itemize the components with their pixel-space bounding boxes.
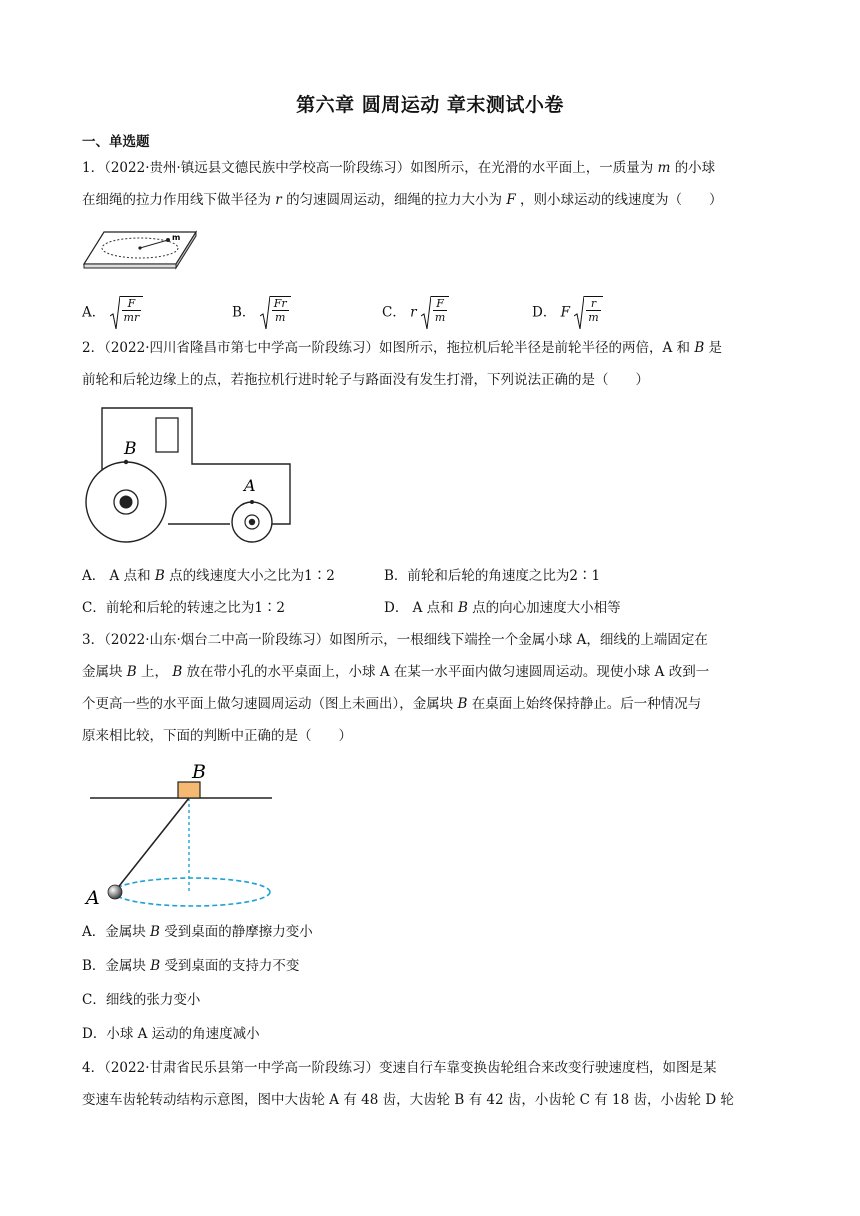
option-label: B． xyxy=(232,304,256,321)
option-text: A．金属块 xyxy=(82,924,146,940)
option-prefix: F xyxy=(560,304,570,321)
q3-var-B: B xyxy=(457,696,468,712)
q2-label-A: A xyxy=(244,476,256,495)
q1-text: 的匀速圆周运动，细绳的拉力大小为 xyxy=(286,192,503,208)
option-text: A． A 点和 xyxy=(82,568,151,584)
q1-var-F: F xyxy=(506,192,516,208)
sqrt-expression xyxy=(574,296,602,330)
q3-var-B: B xyxy=(172,664,183,680)
sqrt-icon xyxy=(260,296,270,330)
q3-text: 上， xyxy=(141,664,169,680)
q1-option-b[interactable] xyxy=(232,296,291,330)
option-text: B．金属块 xyxy=(82,958,146,974)
q3-figure xyxy=(84,756,280,910)
q3-option-d[interactable]: D．小球 A 运动的角速度减小 xyxy=(82,1026,260,1042)
q2-option-c[interactable]: C．前轮和后轮的转速之比为1∶2 xyxy=(82,600,286,616)
option-text: 受到桌面的支持力不变 xyxy=(164,958,300,974)
q1-option-a[interactable] xyxy=(82,296,143,330)
q2-option-b[interactable]: B．前轮和后轮的角速度之比为2∶1 xyxy=(384,568,601,584)
option-var: B xyxy=(154,568,165,584)
option-var: B xyxy=(457,600,468,616)
q1-text: ，则小球运动的线速度为（ ） xyxy=(520,192,723,208)
q4-line-1: 4．（2022·甘肃省民乐县第一中学高一阶段练习）变速自行车靠变换齿轮组合来改变行驶速度档，如图是某 xyxy=(82,1060,717,1076)
q1-text: 1．（2022·贵州·镇远县文德民族中学校高一阶段练习）如图所示，在光滑的水平面上，一质量为 xyxy=(82,160,654,176)
sqrt-icon xyxy=(574,296,584,330)
q4-line-2: 变速车齿轮转动结构示意图，图中大齿轮 A 有 48 齿，大齿轮 B 有 42 齿，小齿轮 C 有 18 齿，小齿轮 D 轮 xyxy=(82,1092,734,1108)
q1-line-1 xyxy=(82,158,782,178)
option-var: B xyxy=(150,924,160,940)
numerator: F xyxy=(122,297,142,311)
q1-figure xyxy=(82,228,200,272)
section-heading: 一、单选题 xyxy=(82,134,150,150)
numerator: F xyxy=(433,297,447,311)
numerator: Fr xyxy=(273,297,287,310)
sqrt-expression xyxy=(260,296,291,330)
q2-line-2: 前轮和后轮边缘上的点，若拖拉机行进时轮子与路面没有发生打滑，下列说法正确的是（ ） xyxy=(82,372,649,388)
option-text: 点的线速度大小之比为1∶2 xyxy=(169,568,335,584)
option-text: 点的向心加速度大小相等 xyxy=(472,600,621,616)
q3-line-4: 原来相比较，下面的判断中正确的是（ ） xyxy=(82,728,352,744)
q2-option-a[interactable] xyxy=(82,566,335,586)
q3-label-B: B xyxy=(192,761,206,783)
option-var: B xyxy=(150,958,161,974)
denominator: m xyxy=(434,311,446,324)
denominator: m xyxy=(588,311,599,324)
q1-text: 的小球 xyxy=(674,160,716,176)
q3-text: 在桌面上始终保持静止。后一种情况与 xyxy=(471,696,702,712)
sqrt-expression xyxy=(110,296,144,330)
q1-option-c[interactable] xyxy=(382,296,449,330)
q3-line-2 xyxy=(82,662,782,682)
q3-option-c[interactable]: C．细线的张力变小 xyxy=(82,992,201,1008)
q1-fig-label-m: m xyxy=(172,233,181,242)
q2-label-B: B xyxy=(124,439,137,459)
sqrt-icon xyxy=(421,296,431,330)
q2-option-d[interactable] xyxy=(384,598,621,618)
q2-text: 2．（2022·四川省隆昌市第七中学高一阶段练习）如图所示，拖拉机后轮半径是前轮半径的两倍，A 和 xyxy=(82,340,691,356)
q2-text: 是 xyxy=(708,340,723,356)
q3-line-3 xyxy=(82,694,782,714)
q1-var-r: r xyxy=(275,192,282,208)
denominator: m xyxy=(274,311,286,324)
q1-text: 在细绳的拉力作用线下做半径为 xyxy=(82,192,271,208)
sqrt-expression xyxy=(421,296,449,330)
option-label: D． xyxy=(532,304,557,321)
option-prefix: r xyxy=(410,304,417,321)
option-text: D． A 点和 xyxy=(384,600,454,616)
q3-line-1: 3．（2022·山东·烟台二中高一阶段练习）如图所示，一根细线下端拴一个金属小球 A，细线的上端固定在 xyxy=(82,632,708,648)
page-title: 第六章 圆周运动 章末测试小卷 xyxy=(296,94,564,116)
sqrt-icon xyxy=(110,296,120,330)
q1-line-2 xyxy=(82,190,782,210)
numerator: r xyxy=(586,297,600,311)
q1-option-d[interactable] xyxy=(532,296,603,330)
q2-var-B: B xyxy=(694,340,705,356)
denominator: mr xyxy=(123,311,140,324)
q3-var-B: B xyxy=(126,664,137,680)
option-label: C． xyxy=(382,304,406,321)
q3-label-A: A xyxy=(86,887,100,909)
q2-line-1 xyxy=(82,338,782,358)
q1-var-m: m xyxy=(657,160,671,176)
q3-option-b[interactable] xyxy=(82,956,299,976)
q3-text: 个更高一些的水平面上做匀速圆周运动（图上未画出），金属块 xyxy=(82,696,454,712)
option-text: 受到桌面的静摩擦力变小 xyxy=(164,924,313,940)
q3-text: 放在带小孔的水平桌面上，小球 A 在某一水平面内做匀速圆周运动。现使小球 A 改到一 xyxy=(186,664,710,680)
option-label: A． xyxy=(82,304,106,321)
q2-tractor-figure xyxy=(84,406,298,548)
q3-option-a[interactable] xyxy=(82,922,313,942)
q3-text: 金属块 xyxy=(82,664,123,680)
